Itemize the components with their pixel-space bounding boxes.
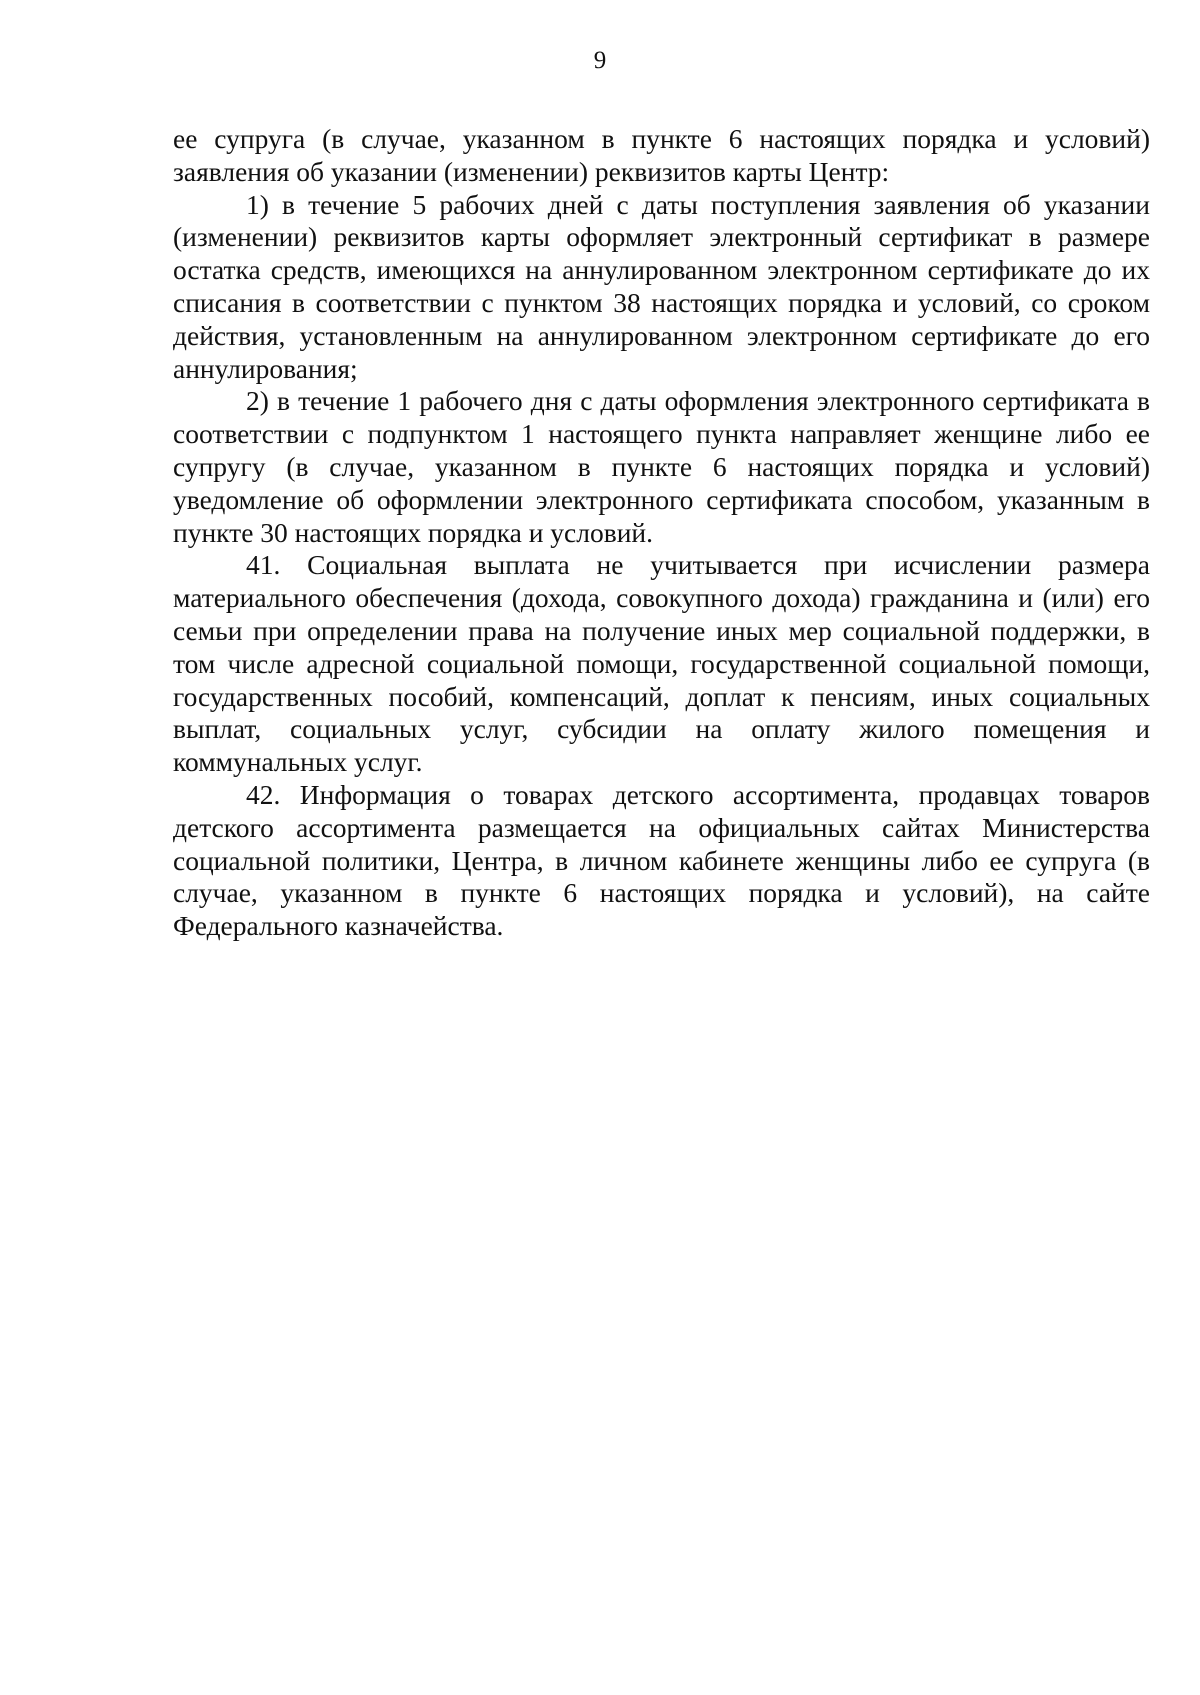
paragraph-continuation: ее супруга (в случае, указанном в пункте 6 настоящих порядка и условий) заявления об указании (изменении) реквизитов карты Центр: [173,123,1150,187]
page-number: 9 [593,47,607,74]
paragraph-clause-42: 42. Информация о товарах детского ассортимента, продавцах товаров детского ассортимента размещается на официальных сайтах Министерства социальной политики, Центра, в личном кабинете женщины либо ее супруга (в случае, указанном в пункте 6 настоящих порядка и условий), на сайте Федерального казначейства. [173,778,1150,942]
document-body [173,123,1150,943]
paragraph-subitem-1: 1) в течение 5 рабочих дней с даты поступления заявления об указании (изменении) реквизитов карты оформляет электронный сертификат в размере остатка средств, имеющихся на аннулированном электронном сертификате до их списания в соответствии с пунктом 38 настоящих порядка и условий, со сроком действия, установленным на аннулированном электронном сертификате до его аннулирования; [173,188,1150,384]
paragraph-subitem-2: 2) в течение 1 рабочего дня с даты оформления электронного сертификата в соответствии с подпунктом 1 настоящего пункта направляет женщине либо ее супругу (в случае, указанном в пункте 6 настоящих порядка и условий) уведомление об оформлении электронного сертификата способом, указанным в пункте 30 настоящих порядка и условий. [173,385,1150,548]
paragraph-clause-41: 41. Социальная выплата не учитывается при исчислении размера материального обеспечения (дохода, совокупного дохода) гражданина и (или) его семьи при определении права на получение иных мер социальной поддержки, в том числе адресной социальной помощи, государственной социальной помощи, государственных пособий, компенсаций, доплат к пенсиям, иных социальных выплат, социальных услуг, субсидии на оплату жилого помещения и коммунальных услуг. [173,549,1150,778]
